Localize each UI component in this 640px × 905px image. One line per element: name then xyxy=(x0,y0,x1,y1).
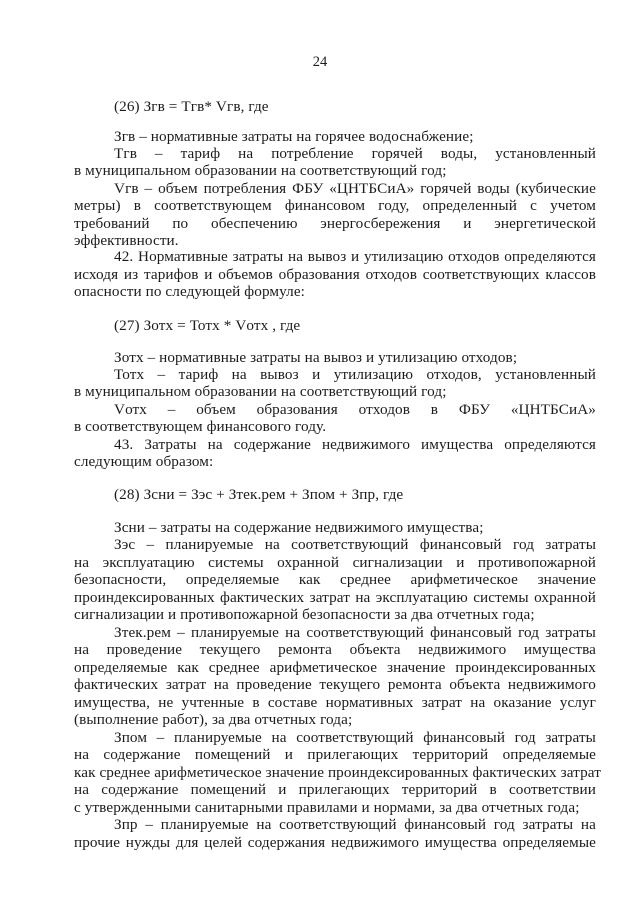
formula-28: (28) Зсни = Зэс + Зтек.рем + Зпом + Зпр, где xyxy=(114,486,404,503)
text-line: опасности по следующей формуле: xyxy=(74,283,305,300)
paragraph-42-line: 42. Нормативные затраты на вывоз и утилизацию отходов определяются xyxy=(114,248,596,265)
text-line: в муниципальном образовании на соответствующий год; xyxy=(74,162,447,179)
text-line: Зэс – планируемые на соответствующий финансовый год затраты xyxy=(114,536,596,553)
text-line: в муниципальном образовании на соответствующий год; xyxy=(74,383,447,400)
text-line: Зпом – планируемые на соответствующий финансовый год затраты xyxy=(114,729,596,746)
text-line: безопасности, определяемые как среднее арифметическое значение xyxy=(74,571,596,588)
text-line: Тотх – тариф на вывоз и утилизацию отходов, установленный xyxy=(114,366,596,383)
text-line: на содержание помещений и прилегающих территорий определяемые xyxy=(74,746,596,763)
text-line: Vгв – объем потребления ФБУ «ЦНТБСиА» горячей воды (кубические xyxy=(114,180,596,197)
text-line: Зтек.рем – планируемые на соответствующий финансовый год затраты xyxy=(114,624,596,641)
text-line: Тгв – тариф на потребление горячей воды, установленный xyxy=(114,145,596,162)
text-line: с утвержденными санитарными правилами и нормами, за два отчетных года; xyxy=(74,799,580,816)
text-line: прочие нужды для целей содержания недвижимого имущества определяемые xyxy=(74,834,596,851)
text-line: как среднее арифметическое значение проиндексированных фактических затрат xyxy=(74,764,601,781)
text-line: проиндексированных фактических затрат на эксплуатацию системы охранной xyxy=(74,589,596,606)
text-line: в соответствующем финансового году. xyxy=(74,418,327,435)
text-line: Згв – нормативные затраты на горячее водоснабжение; xyxy=(114,128,474,145)
text-line: эффективности. xyxy=(74,232,179,249)
text-line: сигнализации и противопожарной безопасности за два отчетных года; xyxy=(74,606,535,623)
text-line: на эксплуатацию системы охранной сигнализации и противопожарной xyxy=(74,554,596,571)
text-line: Зпр – планируемые на соответствующий финансовый год затраты на xyxy=(114,816,596,833)
text-line: Vотх – объем образования отходов в ФБУ «ЦНТБСиА» xyxy=(114,401,596,418)
text-line: определяемые как среднее арифметическое значение проиндексированных xyxy=(74,659,596,676)
text-line: фактических затрат на проведение текущего ремонта объекта недвижимого xyxy=(74,676,596,693)
text-line: метры) в соответствующем финансовом году, определенный с учетом xyxy=(74,197,596,214)
text-line: требований по обеспечению энергосбережения и энергетической xyxy=(74,215,596,232)
text-line: на проведение текущего ремонта объекта недвижимого имущества xyxy=(74,641,596,658)
text-line: имущества, не учтенные в составе нормативных затрат на оказание услуг xyxy=(74,694,596,711)
text-line: Зсни – затраты на содержание недвижимого имущества; xyxy=(114,519,484,536)
paragraph-43-line: 43. Затраты на содержание недвижимого имущества определяются xyxy=(114,436,596,453)
page-number: 24 xyxy=(312,54,328,70)
text-line: исходя из тарифов и объемов образования отходов соответствующих классов xyxy=(74,266,596,283)
formula-26: (26) Згв = Тгв* Vгв, где xyxy=(114,98,269,115)
formula-27: (27) Зотх = Тотх * Vотх , где xyxy=(114,317,301,334)
text-line: на содержание помещений и прилегающих территорий в соответствии xyxy=(74,781,596,798)
text-line: следующим образом: xyxy=(74,453,214,470)
text-line: (выполнение работ), за два отчетных года; xyxy=(74,711,353,728)
text-line: Зотх – нормативные затраты на вывоз и утилизацию отходов; xyxy=(114,349,518,366)
